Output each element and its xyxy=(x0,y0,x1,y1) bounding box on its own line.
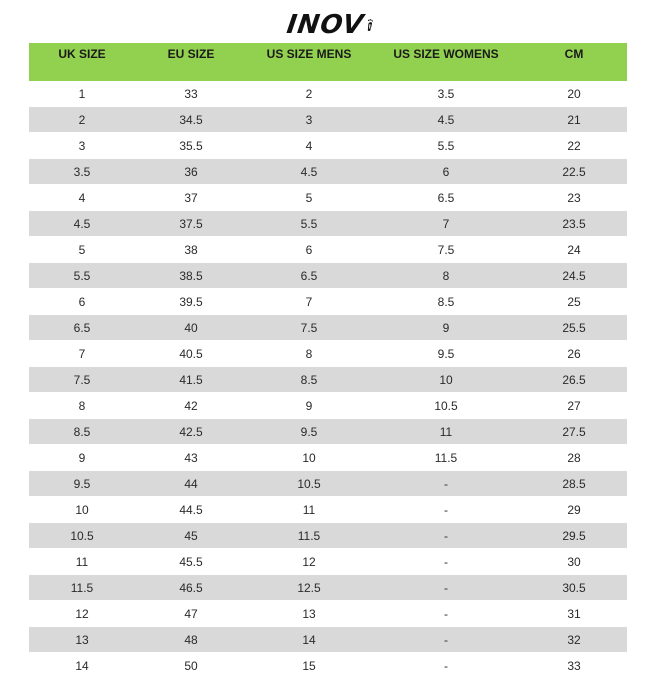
us-size-womens-cell: - xyxy=(371,497,521,523)
eu-size-cell: 43 xyxy=(135,445,247,471)
cm-cell: 21 xyxy=(521,107,627,133)
table-row xyxy=(29,185,627,211)
cm-cell: 26.5 xyxy=(521,367,627,393)
cm-cell: 20 xyxy=(521,81,627,107)
us-size-mens-cell: 9.5 xyxy=(247,419,371,445)
us-size-mens-cell: 11.5 xyxy=(247,523,371,549)
us-size-womens-cell: - xyxy=(371,549,521,575)
uk-size-cell: 14 xyxy=(29,653,135,679)
uk-size-cell: 6.5 xyxy=(29,315,135,341)
cm-cell: 31 xyxy=(521,601,627,627)
table-row xyxy=(29,237,627,263)
eu-size-cell: 37.5 xyxy=(135,211,247,237)
table-row xyxy=(29,315,627,341)
uk-size-cell: 5.5 xyxy=(29,263,135,289)
us-size-womens-cell: - xyxy=(371,471,521,497)
us-size-womens-cell: - xyxy=(371,601,521,627)
uk-size-header: UK SIZE xyxy=(29,43,135,81)
us-size-womens-cell: 9.5 xyxy=(371,341,521,367)
uk-size-cell: 8.5 xyxy=(29,419,135,445)
uk-size-cell: 5 xyxy=(29,237,135,263)
table-row xyxy=(29,601,627,627)
eu-size-cell: 40.5 xyxy=(135,341,247,367)
cm-cell: 33 xyxy=(521,653,627,679)
table-row xyxy=(29,419,627,445)
uk-size-cell: 3 xyxy=(29,133,135,159)
eu-size-cell: 33 xyxy=(135,81,247,107)
us-size-womens-cell: 7 xyxy=(371,211,521,237)
uk-size-cell: 10 xyxy=(29,497,135,523)
cm-cell: 22.5 xyxy=(521,159,627,185)
table-row xyxy=(29,549,627,575)
us-size-womens-cell: 4.5 xyxy=(371,107,521,133)
cm-cell: 32 xyxy=(521,627,627,653)
footprint-icon xyxy=(366,11,373,39)
us-size-womens-cell: 3.5 xyxy=(371,81,521,107)
table-row xyxy=(29,627,627,653)
uk-size-cell: 10.5 xyxy=(29,523,135,549)
eu-size-cell: 41.5 xyxy=(135,367,247,393)
uk-size-cell: 4 xyxy=(29,185,135,211)
eu-size-cell: 40 xyxy=(135,315,247,341)
uk-size-cell: 4.5 xyxy=(29,211,135,237)
us-size-mens-cell: 9 xyxy=(247,393,371,419)
eu-size-cell: 50 xyxy=(135,653,247,679)
uk-size-cell: 7 xyxy=(29,341,135,367)
uk-size-cell: 1 xyxy=(29,81,135,107)
us-size-mens-cell: 15 xyxy=(247,653,371,679)
table-row xyxy=(29,393,627,419)
us-size-mens-cell: 14 xyxy=(247,627,371,653)
us-size-womens-cell: 6.5 xyxy=(371,185,521,211)
us-size-mens-header: US SIZE MENS xyxy=(247,43,371,81)
uk-size-cell: 13 xyxy=(29,627,135,653)
us-size-womens-cell: - xyxy=(371,653,521,679)
header-row xyxy=(29,43,627,81)
cm-cell: 24 xyxy=(521,237,627,263)
us-size-womens-cell: 9 xyxy=(371,315,521,341)
table-row xyxy=(29,523,627,549)
us-size-mens-cell: 2 xyxy=(247,81,371,107)
uk-size-cell: 9 xyxy=(29,445,135,471)
eu-size-cell: 34.5 xyxy=(135,107,247,133)
table-row xyxy=(29,159,627,185)
us-size-womens-cell: 5.5 xyxy=(371,133,521,159)
us-size-womens-cell: 11 xyxy=(371,419,521,445)
us-size-womens-cell: 8 xyxy=(371,263,521,289)
us-size-womens-cell: 10 xyxy=(371,367,521,393)
eu-size-cell: 44.5 xyxy=(135,497,247,523)
table-row xyxy=(29,445,627,471)
cm-cell: 25 xyxy=(521,289,627,315)
eu-size-cell: 36 xyxy=(135,159,247,185)
uk-size-cell: 9.5 xyxy=(29,471,135,497)
us-size-mens-cell: 10.5 xyxy=(247,471,371,497)
cm-cell: 27.5 xyxy=(521,419,627,445)
table-row xyxy=(29,471,627,497)
table-row xyxy=(29,263,627,289)
eu-size-cell: 37 xyxy=(135,185,247,211)
us-size-mens-cell: 4.5 xyxy=(247,159,371,185)
us-size-mens-cell: 5 xyxy=(247,185,371,211)
us-size-womens-cell: - xyxy=(371,627,521,653)
us-size-mens-cell: 11 xyxy=(247,497,371,523)
uk-size-cell: 8 xyxy=(29,393,135,419)
us-size-womens-cell: 6 xyxy=(371,159,521,185)
table-row xyxy=(29,289,627,315)
cm-cell: 24.5 xyxy=(521,263,627,289)
cm-cell: 28.5 xyxy=(521,471,627,497)
cm-cell: 25.5 xyxy=(521,315,627,341)
us-size-mens-cell: 4 xyxy=(247,133,371,159)
us-size-mens-cell: 6 xyxy=(247,237,371,263)
eu-size-header: EU SIZE xyxy=(135,43,247,81)
table-row xyxy=(29,341,627,367)
eu-size-cell: 38 xyxy=(135,237,247,263)
eu-size-cell: 39.5 xyxy=(135,289,247,315)
us-size-mens-cell: 7 xyxy=(247,289,371,315)
uk-size-cell: 11.5 xyxy=(29,575,135,601)
us-size-womens-cell: - xyxy=(371,523,521,549)
cm-cell: 28 xyxy=(521,445,627,471)
cm-cell: 29.5 xyxy=(521,523,627,549)
uk-size-cell: 3.5 xyxy=(29,159,135,185)
cm-header: CM xyxy=(521,43,627,81)
table-row xyxy=(29,367,627,393)
eu-size-cell: 46.5 xyxy=(135,575,247,601)
us-size-womens-cell: 11.5 xyxy=(371,445,521,471)
cm-cell: 29 xyxy=(521,497,627,523)
us-size-womens-cell: - xyxy=(371,575,521,601)
cm-cell: 23.5 xyxy=(521,211,627,237)
table-row xyxy=(29,107,627,133)
us-size-mens-cell: 6.5 xyxy=(247,263,371,289)
eu-size-cell: 48 xyxy=(135,627,247,653)
us-size-mens-cell: 13 xyxy=(247,601,371,627)
table-row xyxy=(29,575,627,601)
us-size-womens-header: US SIZE WOMENS xyxy=(371,43,521,81)
table-body xyxy=(29,81,627,679)
size-chart-table xyxy=(29,43,627,679)
cm-cell: 30 xyxy=(521,549,627,575)
us-size-womens-cell: 8.5 xyxy=(371,289,521,315)
uk-size-cell: 6 xyxy=(29,289,135,315)
eu-size-cell: 45.5 xyxy=(135,549,247,575)
table-row xyxy=(29,81,627,107)
uk-size-cell: 2 xyxy=(29,107,135,133)
cm-cell: 27 xyxy=(521,393,627,419)
us-size-mens-cell: 10 xyxy=(247,445,371,471)
logo-wordmark: INOV xyxy=(284,10,366,40)
us-size-mens-cell: 5.5 xyxy=(247,211,371,237)
us-size-mens-cell: 8 xyxy=(247,341,371,367)
us-size-mens-cell: 8.5 xyxy=(247,367,371,393)
us-size-mens-cell: 3 xyxy=(247,107,371,133)
table-row xyxy=(29,133,627,159)
cm-cell: 30.5 xyxy=(521,575,627,601)
uk-size-cell: 11 xyxy=(29,549,135,575)
uk-size-cell: 12 xyxy=(29,601,135,627)
brand-logo xyxy=(284,7,373,43)
cm-cell: 22 xyxy=(521,133,627,159)
eu-size-cell: 42.5 xyxy=(135,419,247,445)
us-size-mens-cell: 7.5 xyxy=(247,315,371,341)
us-size-womens-cell: 7.5 xyxy=(371,237,521,263)
eu-size-cell: 38.5 xyxy=(135,263,247,289)
eu-size-cell: 44 xyxy=(135,471,247,497)
us-size-womens-cell: 10.5 xyxy=(371,393,521,419)
uk-size-cell: 7.5 xyxy=(29,367,135,393)
cm-cell: 26 xyxy=(521,341,627,367)
us-size-mens-cell: 12.5 xyxy=(247,575,371,601)
cm-cell: 23 xyxy=(521,185,627,211)
eu-size-cell: 45 xyxy=(135,523,247,549)
us-size-mens-cell: 12 xyxy=(247,549,371,575)
table-row xyxy=(29,653,627,679)
eu-size-cell: 42 xyxy=(135,393,247,419)
eu-size-cell: 47 xyxy=(135,601,247,627)
table-row xyxy=(29,211,627,237)
table-row xyxy=(29,497,627,523)
eu-size-cell: 35.5 xyxy=(135,133,247,159)
